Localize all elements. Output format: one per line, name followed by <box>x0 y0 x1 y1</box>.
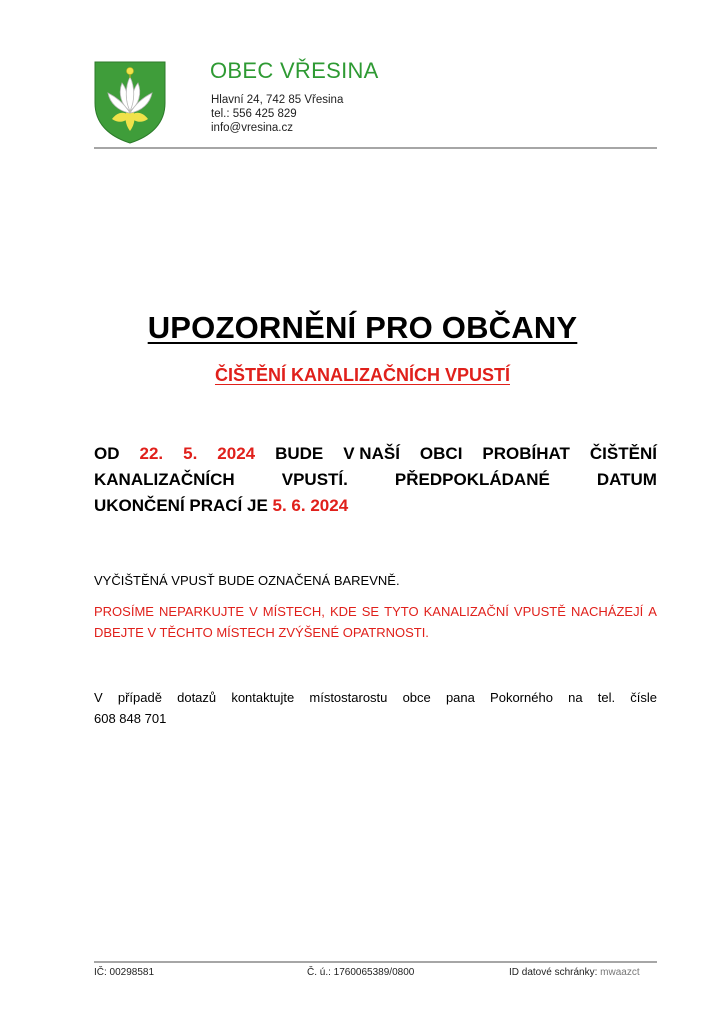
start-date-day: 22. <box>139 444 164 463</box>
footer-divider <box>94 961 657 963</box>
start-date-month: 5. <box>183 444 198 463</box>
page-subtitle-text: ČIŠTĚNÍ KANALIZAČNÍCH VPUSTÍ <box>214 365 510 385</box>
notice-line-3 <box>94 493 657 519</box>
warning-word: TYTO <box>384 604 419 619</box>
address: Hlavní 24, 742 85 Vřesina <box>211 94 344 106</box>
notice-word: BUDE <box>275 444 324 463</box>
footer-bank-account: Č. ú.: 1760065389/0800 <box>307 967 415 978</box>
end-date: 5. 6. 2024 <box>272 496 349 515</box>
notice-word: OBCI <box>419 444 463 463</box>
contact-word: na <box>568 690 583 705</box>
contact-word: čísle <box>630 690 657 705</box>
page-subtitle <box>0 365 725 386</box>
notice-line-1 <box>94 441 657 467</box>
notice-word: PROBÍHAT <box>482 444 570 463</box>
parking-warning <box>94 601 657 643</box>
warning-word: KANALIZAČNÍ <box>423 604 509 619</box>
notice-word: OD <box>94 444 120 463</box>
page-title <box>0 310 725 346</box>
contact-word: pana <box>445 690 475 705</box>
warning-line-1 <box>94 601 657 622</box>
contact-word: V <box>94 690 103 705</box>
notice-paragraph <box>94 441 657 519</box>
marking-info: VYČIŠTĚNÁ VPUSŤ BUDE OZNAČENÁ BAREVNĚ. <box>94 573 400 588</box>
data-box-label: ID datové schránky: <box>509 967 601 978</box>
letterhead <box>94 58 657 148</box>
header-divider <box>94 147 657 149</box>
warning-word: MÍSTECH, <box>262 604 325 619</box>
contact-line-1 <box>94 687 657 708</box>
warning-word: KDE <box>329 604 357 619</box>
notice-word: ČIŠTĚNÍ <box>589 444 657 463</box>
contact-word: dotazů <box>177 690 217 705</box>
warning-word: NACHÁZEJÍ <box>570 604 644 619</box>
contact-word: kontaktujte <box>231 690 295 705</box>
notice-word: V NAŠÍ <box>343 444 400 463</box>
contact-word: Pokorného <box>490 690 553 705</box>
notice-line-2 <box>94 467 657 493</box>
email: info@vresina.cz <box>211 122 293 134</box>
warning-word: NEPARKUJTE <box>159 604 245 619</box>
warning-word: VPUSTĚ <box>513 604 566 619</box>
data-box-id: mwaazct <box>600 967 640 978</box>
warning-line-2: DBEJTE V TĚCHTO MÍSTECH ZVÝŠENÉ OPATRNOSTI. <box>94 625 429 640</box>
notice-word: DATUM <box>596 470 657 489</box>
notice-word: PŘEDPOKLÁDANÉ <box>394 470 550 489</box>
notice-word: VPUSTÍ. <box>281 470 348 489</box>
footer-ico: IČ: 00298581 <box>94 967 155 978</box>
municipality-name: OBEC VŘESINA <box>210 58 379 83</box>
notice-word: KANALIZAČNÍCH <box>94 470 235 489</box>
contact-phone: 608 848 701 <box>94 711 167 726</box>
contact-word: místostarostu <box>309 690 388 705</box>
footer-data-box <box>509 967 640 978</box>
contact-info <box>94 687 657 729</box>
notice-text: UKONČENÍ PRACÍ JE <box>94 496 273 515</box>
page-title-text: UPOZORNĚNÍ PRO OBČANY <box>147 310 578 345</box>
warning-word: SE <box>361 604 380 619</box>
contact-word: tel. <box>597 690 616 705</box>
warning-word: V <box>249 604 258 619</box>
contact-word: obce <box>402 690 431 705</box>
warning-word: A <box>648 604 657 619</box>
warning-word: PROSÍME <box>94 604 154 619</box>
municipal-coat-of-arms-icon <box>94 61 166 144</box>
phone: tel.: 556 425 829 <box>211 108 297 120</box>
start-date-year: 2024 <box>217 444 256 463</box>
contact-word: případě <box>117 690 162 705</box>
